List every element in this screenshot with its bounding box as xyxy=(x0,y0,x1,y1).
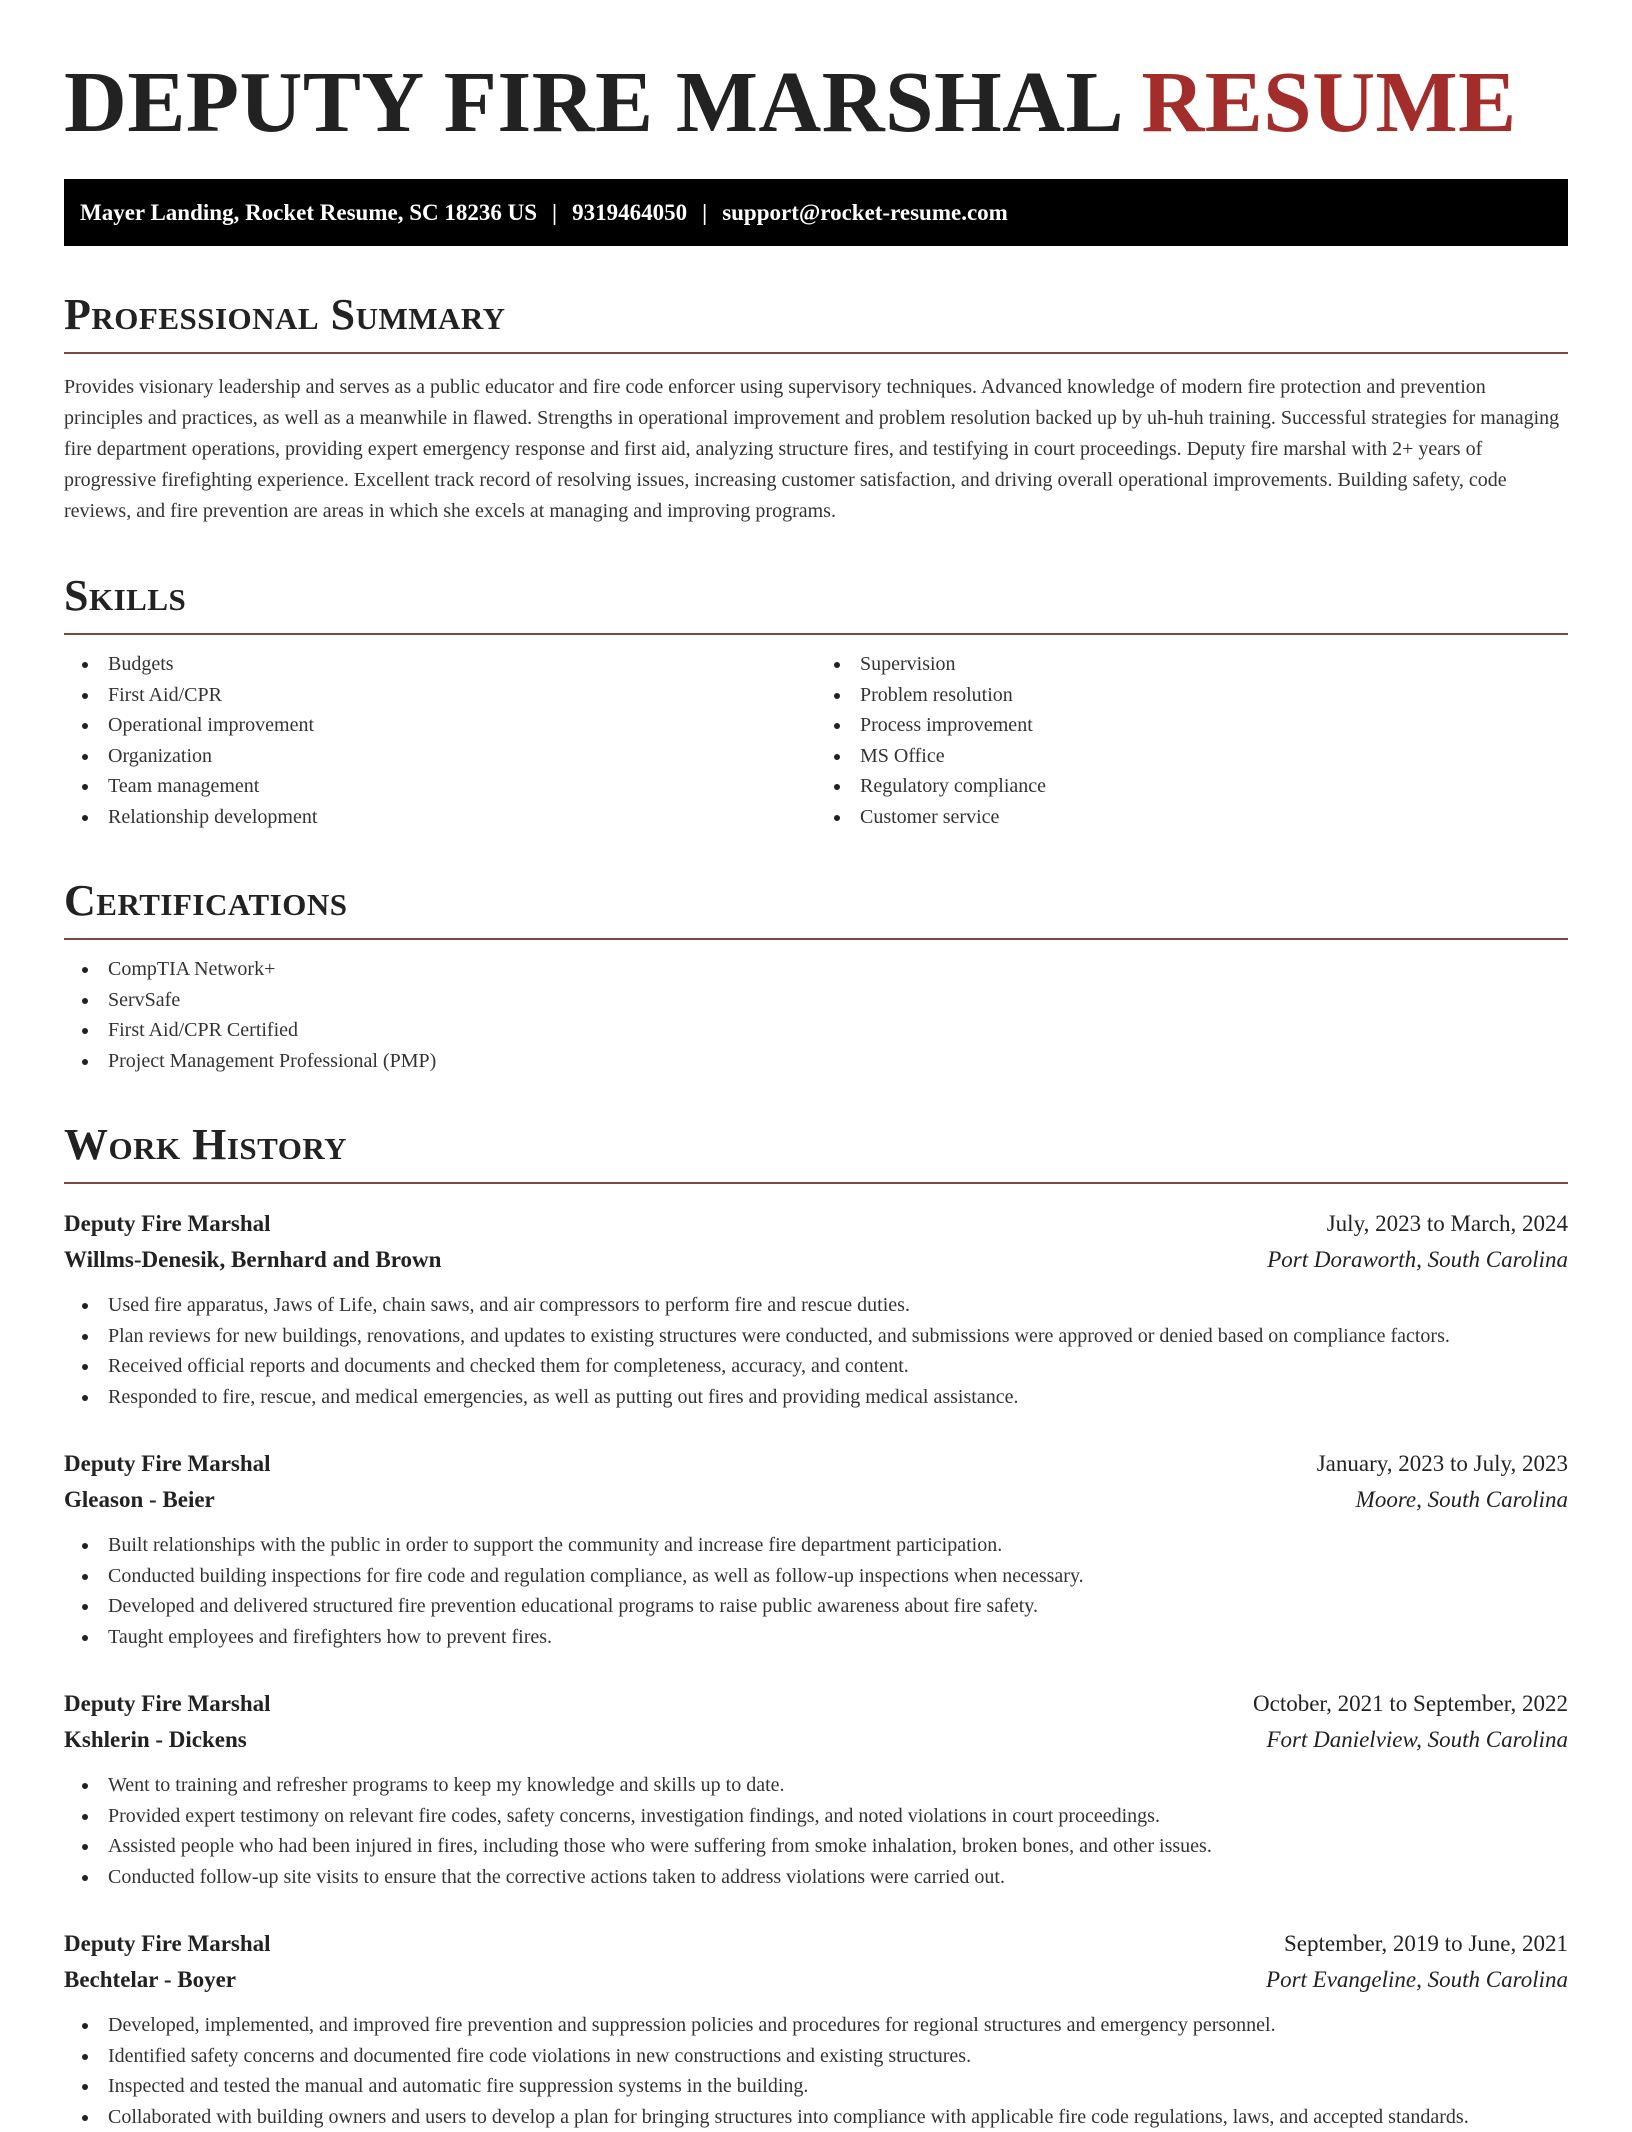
skill-item: Supervision xyxy=(816,649,1568,680)
job-location: Port Evangeline, South Carolina xyxy=(1266,1962,1568,1998)
title-accent: RESUME xyxy=(1141,53,1516,150)
section-heading: Professional Summary xyxy=(64,290,1568,340)
skill-item: Operational improvement xyxy=(64,710,816,741)
job-company-row xyxy=(64,1962,1568,1998)
contact-bar xyxy=(64,179,1568,246)
job-duty: Identified safety concerns and documented fire code violations in new constructions and existing structures. xyxy=(64,2041,1568,2072)
job-title: Deputy Fire Marshal xyxy=(64,1206,271,1242)
section-heading: Skills xyxy=(64,571,1568,621)
contact-phone: 9319464050 xyxy=(572,200,687,226)
certification-item: CompTIA Network+ xyxy=(64,954,1568,985)
job-location: Moore, South Carolina xyxy=(1356,1482,1568,1518)
skill-item: First Aid/CPR xyxy=(64,680,816,711)
skills-column-right xyxy=(816,649,1568,832)
skill-item: Regulatory compliance xyxy=(816,771,1568,802)
job-duty: Taught employees and firefighters how to prevent fires. xyxy=(64,1622,1568,1653)
job-duties-list xyxy=(64,1770,1568,1892)
job-duty: Provided expert testimony on relevant fire codes, safety concerns, investigation findings, and noted violations in court proceedings. xyxy=(64,1801,1568,1832)
section-heading: Work History xyxy=(64,1120,1568,1170)
skill-item: Customer service xyxy=(816,802,1568,833)
job-duty: Collaborated with building owners and users to develop a plan for bringing structures into compliance with applicable fire code regulations, laws, and accepted standards. xyxy=(64,2102,1568,2132)
section-divider xyxy=(64,633,1568,635)
job-header-row xyxy=(64,1206,1568,1242)
job-duty: Plan reviews for new buildings, renovations, and updates to existing structures were conducted, and submissions were approved or denied based on compliance factors. xyxy=(64,1321,1568,1352)
certifications-list xyxy=(64,954,1568,1076)
resume-title xyxy=(64,52,1568,152)
job-duties-list xyxy=(64,1290,1568,1412)
job-location: Port Doraworth, South Carolina xyxy=(1267,1242,1568,1278)
job-entry xyxy=(64,1206,1568,1412)
job-company: Bechtelar - Boyer xyxy=(64,1962,236,1998)
job-duty: Used fire apparatus, Jaws of Life, chain saws, and air compressors to perform fire and rescue duties. xyxy=(64,1290,1568,1321)
skill-item: Organization xyxy=(64,741,816,772)
contact-separator: | xyxy=(552,200,557,226)
title-main: DEPUTY FIRE MARSHAL xyxy=(64,53,1119,150)
work-history-section xyxy=(64,1120,1568,2132)
job-duty: Conducted building inspections for fire code and regulation compliance, as well as follow-up inspections when necessary. xyxy=(64,1561,1568,1592)
job-dates: January, 2023 to July, 2023 xyxy=(1317,1446,1568,1482)
job-title: Deputy Fire Marshal xyxy=(64,1446,271,1482)
job-entry xyxy=(64,1926,1568,2132)
section-divider xyxy=(64,938,1568,940)
job-header-row xyxy=(64,1686,1568,1722)
job-dates: September, 2019 to June, 2021 xyxy=(1284,1926,1568,1962)
certification-item: First Aid/CPR Certified xyxy=(64,1015,1568,1046)
job-duties-list xyxy=(64,1530,1568,1652)
skill-item: Problem resolution xyxy=(816,680,1568,711)
job-duty: Received official reports and documents and checked them for completeness, accuracy, and content. xyxy=(64,1351,1568,1382)
job-dates: July, 2023 to March, 2024 xyxy=(1327,1206,1568,1242)
skills-section xyxy=(64,571,1568,832)
job-entry xyxy=(64,1446,1568,1652)
job-title: Deputy Fire Marshal xyxy=(64,1926,271,1962)
job-duty: Developed and delivered structured fire prevention educational programs to raise public awareness about fire safety. xyxy=(64,1591,1568,1622)
job-duty: Inspected and tested the manual and automatic fire suppression systems in the building. xyxy=(64,2071,1568,2102)
job-duty: Developed, implemented, and improved fire prevention and suppression policies and procedures for regional structures and emergency personnel. xyxy=(64,2010,1568,2041)
section-divider xyxy=(64,352,1568,354)
skills-grid xyxy=(64,649,1568,832)
job-company-row xyxy=(64,1722,1568,1758)
contact-email: support@rocket-resume.com xyxy=(722,200,1008,226)
job-header-row xyxy=(64,1926,1568,1962)
job-company: Kshlerin - Dickens xyxy=(64,1722,247,1758)
job-company: Willms-Denesik, Bernhard and Brown xyxy=(64,1242,441,1278)
certifications-section xyxy=(64,876,1568,1076)
job-duty: Assisted people who had been injured in fires, including those who were suffering from smoke inhalation, broken bones, and other issues. xyxy=(64,1831,1568,1862)
job-location: Fort Danielview, South Carolina xyxy=(1266,1722,1568,1758)
skill-item: Budgets xyxy=(64,649,816,680)
job-duty: Conducted follow-up site visits to ensure that the corrective actions taken to address violations were carried out. xyxy=(64,1862,1568,1893)
professional-summary-section xyxy=(64,290,1568,527)
section-heading: Certifications xyxy=(64,876,1568,926)
summary-text: Provides visionary leadership and serves as a public educator and fire code enforcer using supervisory techniques. Advanced knowledge of modern fire protection and prevention principles and practices, as well as a meanwhile in flawed. Strengths in operational improvement and problem resolution backed up by uh-huh training. Successful strategies for managing fire department operations, providing expert emergency response and first aid, analyzing structure fires, and testifying in court proceedings. Deputy fire marshal with 2+ years of progressive firefighting experience. Excellent track record of resolving issues, increasing customer satisfaction, and driving overall operational improvements. Building safety, code reviews, and fire prevention are areas in which she excels at managing and improving programs. xyxy=(64,372,1568,527)
contact-separator: | xyxy=(702,200,707,226)
job-dates: October, 2021 to September, 2022 xyxy=(1253,1686,1568,1722)
skill-item: Process improvement xyxy=(816,710,1568,741)
job-company-row xyxy=(64,1482,1568,1518)
job-title: Deputy Fire Marshal xyxy=(64,1686,271,1722)
skills-column-left xyxy=(64,649,816,832)
certification-item: ServSafe xyxy=(64,985,1568,1016)
job-duty: Built relationships with the public in order to support the community and increase fire department participation. xyxy=(64,1530,1568,1561)
job-company: Gleason - Beier xyxy=(64,1482,215,1518)
job-company-row xyxy=(64,1242,1568,1278)
job-entry xyxy=(64,1686,1568,1892)
skill-item: Relationship development xyxy=(64,802,816,833)
certification-item: Project Management Professional (PMP) xyxy=(64,1046,1568,1077)
job-duties-list xyxy=(64,2010,1568,2132)
skill-item: MS Office xyxy=(816,741,1568,772)
job-duty: Responded to fire, rescue, and medical emergencies, as well as putting out fires and providing medical assistance. xyxy=(64,1382,1568,1413)
section-divider xyxy=(64,1182,1568,1184)
contact-address: Mayer Landing, Rocket Resume, SC 18236 US xyxy=(80,200,537,226)
job-header-row xyxy=(64,1446,1568,1482)
job-duty: Went to training and refresher programs to keep my knowledge and skills up to date. xyxy=(64,1770,1568,1801)
skill-item: Team management xyxy=(64,771,816,802)
